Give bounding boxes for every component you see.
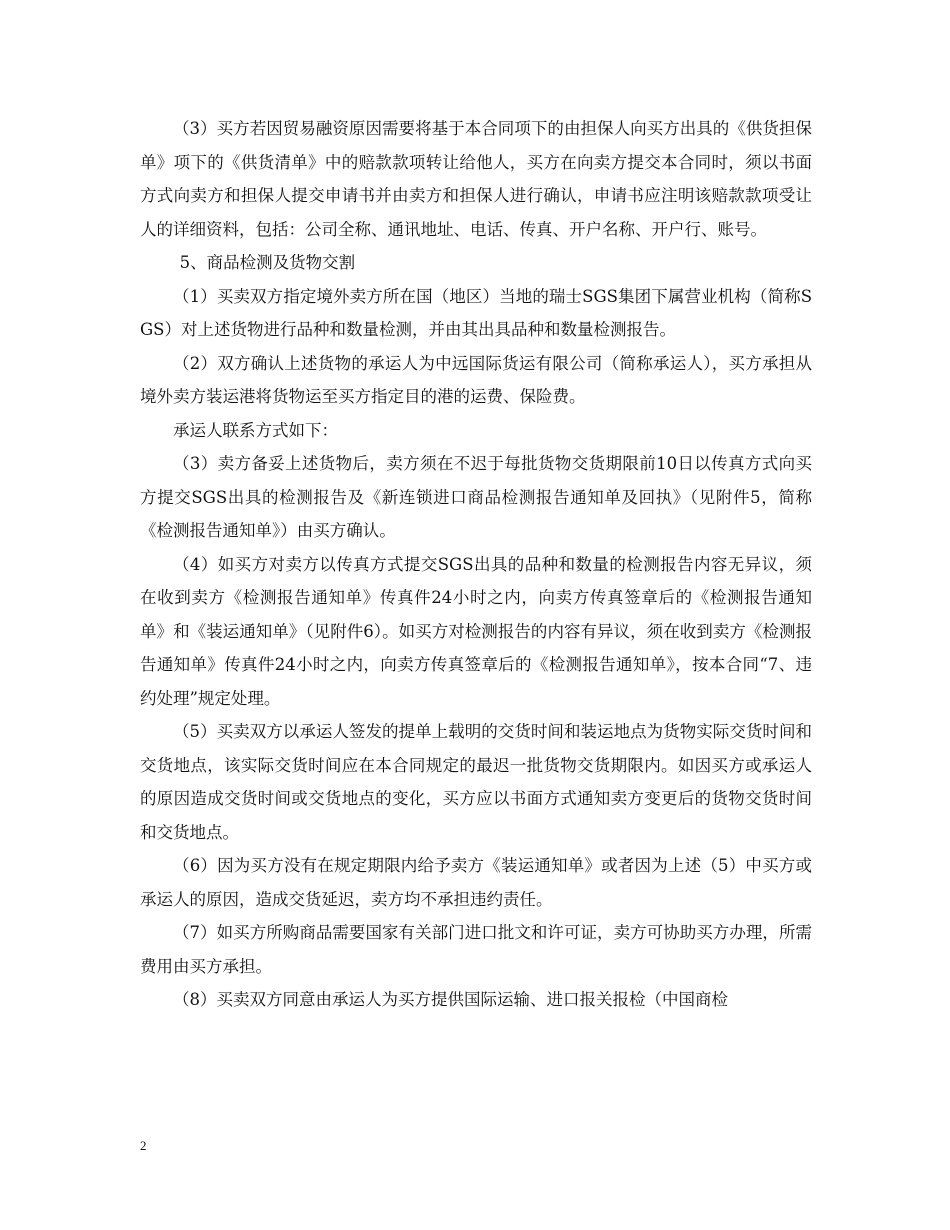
paragraph-clause-3-assignment: （3）买方若因贸易融资原因需要将基于本合同项下的由担保人向买方出具的《供货担保单》项下的《供货清单》中的赔款款项转让给他人，买方在向卖方提交本合同时，须以书面方式向卖方和担保人提交申请书并由卖方和担保人进行确认，申请书应注明该赔款款项受让人的详细资料，包括：公司全称、通讯地址、电话、传真、开户名称、开户行、账号。 [140,119,812,239]
paragraph-clause-5-4: （4）如买方对卖方以传真方式提交SGS出具的品种和数量的检测报告内容无异议，须在收到卖方《检测报告通知单》传真件24小时之内，向卖方传真签章后的《检测报告通知单》和《装运通知单》（见附件6）。如买方对检测报告的内容有异议，须在收到卖方《检测报告通知单》传真件24小时之内，向卖方传真签章后的《检测报告通知单》，按本合同“7、违约处理”规定处理。 [140,554,812,708]
document-body [140,112,812,1017]
paragraph-clause-5-1: （1）买卖双方指定境外卖方所在国（地区）当地的瑞士SGS集团下属营业机构（简称SGS）对上述货物进行品种和数量检测，并由其出具品种和数量检测报告。 [140,286,812,339]
paragraph-carrier-contact: 承运人联系方式如下： [173,420,338,440]
paragraph-clause-5-8: （8）买卖双方同意由承运人为买方提供国际运输、进口报关报检（中国商检 [173,990,728,1009]
paragraph-clause-5-5: （5）买卖双方以承运人签发的提单上载明的交货时间和装运地点为货物实际交货时间和交货地点，该实际交货时间应在本合同规定的最迟一批货物交货期限内。如因买方或承运人的原因造成交货时间或交货地点的变化，买方应以书面方式通知卖方变更后的货物交货时间和交货地点。 [140,722,812,842]
page-number: 2 [140,1138,147,1153]
paragraph-clause-5-6: （6）因为买方没有在规定期限内给予卖方《装运通知单》或者因为上述（5）中买方或承运人的原因，造成交货延迟，卖方均不承担违约责任。 [140,856,812,909]
section-heading-inspection-delivery: 5、商品检测及货物交割 [179,253,356,272]
paragraph-clause-5-3: （3）卖方备妥上述货物后，卖方须在不迟于每批货物交货期限前10日以传真方式向买方提交SGS出具的检测报告及《新连锁进口商品检测报告通知单及回执》（见附件5，简称《检测报告通知单》）由买方确认。 [140,454,812,540]
paragraph-clause-5-2: （2）双方确认上述货物的承运人为中远国际货运有限公司（简称承运人），买方承担从境外卖方装运港将货物运至买方指定目的港的运费、保险费。 [140,353,812,406]
paragraph-clause-5-7: （7）如买方所购商品需要国家有关部门进口批文和许可证，卖方可协助买方办理，所需费用由买方承担。 [140,923,812,976]
